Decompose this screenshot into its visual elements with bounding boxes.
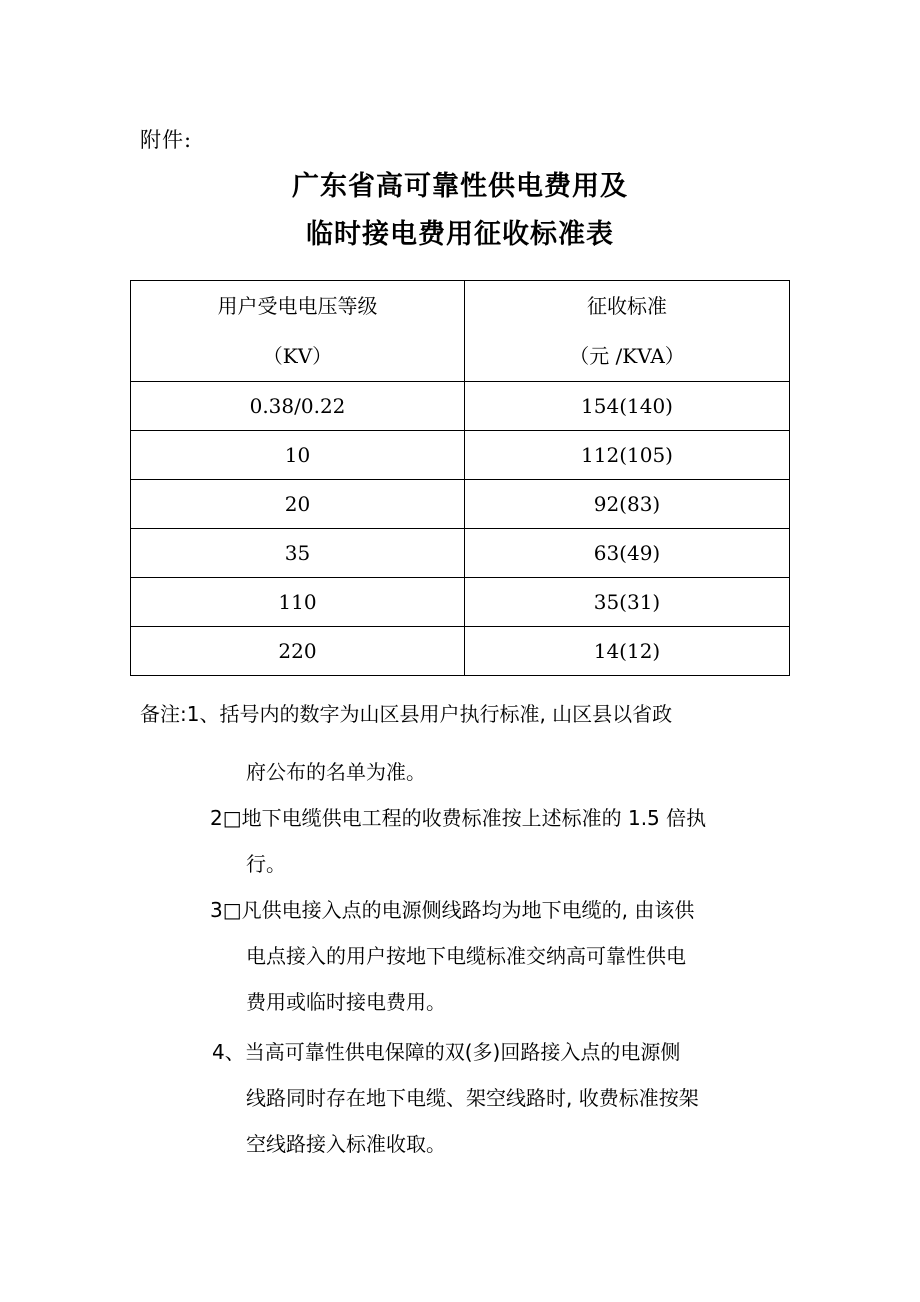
header-voltage-level xyxy=(131,281,465,382)
table-row xyxy=(131,480,790,529)
note-1-line-2: 府公布的名单为准。 xyxy=(246,760,426,784)
table-row xyxy=(131,529,790,578)
header-voltage-unit: （KV） xyxy=(262,344,333,368)
voltage-cell: 0.38/0.22 xyxy=(131,382,465,431)
header-fee-unit: （元 /KVA） xyxy=(569,344,685,368)
fee-cell: 63(49) xyxy=(465,529,790,578)
header-fee-label: 征收标准 xyxy=(587,294,667,318)
table-header-row xyxy=(131,281,790,382)
fee-cell: 92(83) xyxy=(465,480,790,529)
voltage-cell: 20 xyxy=(131,480,465,529)
note-4-line-1: 4、当高可靠性供电保障的双(多)回路接入点的电源侧 xyxy=(212,1040,681,1064)
voltage-cell: 10 xyxy=(131,431,465,480)
voltage-cell: 35 xyxy=(131,529,465,578)
note-1-line-1: 备注:1、括号内的数字为山区县用户执行标准, 山区县以省政 xyxy=(140,702,673,726)
note-3-line-3: 费用或临时接电费用。 xyxy=(246,990,446,1014)
table-row xyxy=(131,382,790,431)
header-voltage-label: 用户受电电压等级 xyxy=(217,294,378,318)
voltage-cell: 220 xyxy=(131,627,465,676)
note-3-line-2: 电点接入的用户按地下电缆标准交纳高可靠性供电 xyxy=(246,944,686,968)
note-2-line-2: 行。 xyxy=(246,852,286,876)
attachment-label: 附件: xyxy=(140,128,193,152)
note-3-line-1: 3□凡供电接入点的电源侧线路均为地下电缆的, 由该供 xyxy=(210,898,695,922)
header-fee-standard xyxy=(465,281,790,382)
table-row xyxy=(131,578,790,627)
table-row xyxy=(131,627,790,676)
note-2-line-1: 2□地下电缆供电工程的收费标准按上述标准的 1.5 倍执 xyxy=(210,806,707,830)
fee-cell: 154(140) xyxy=(465,382,790,431)
table-row xyxy=(131,431,790,480)
fee-cell: 14(12) xyxy=(465,627,790,676)
voltage-cell: 110 xyxy=(131,578,465,627)
note-4-line-3: 空线路接入标准收取。 xyxy=(246,1132,446,1156)
document-title-line-2: 临时接电费用征收标准表 xyxy=(306,219,614,250)
fee-cell: 112(105) xyxy=(465,431,790,480)
note-4-line-2: 线路同时存在地下电缆、架空线路时, 收费标准按架 xyxy=(246,1086,699,1110)
fee-standard-table xyxy=(130,280,790,676)
document-title-line-1: 广东省高可靠性供电费用及 xyxy=(292,171,628,202)
fee-cell: 35(31) xyxy=(465,578,790,627)
